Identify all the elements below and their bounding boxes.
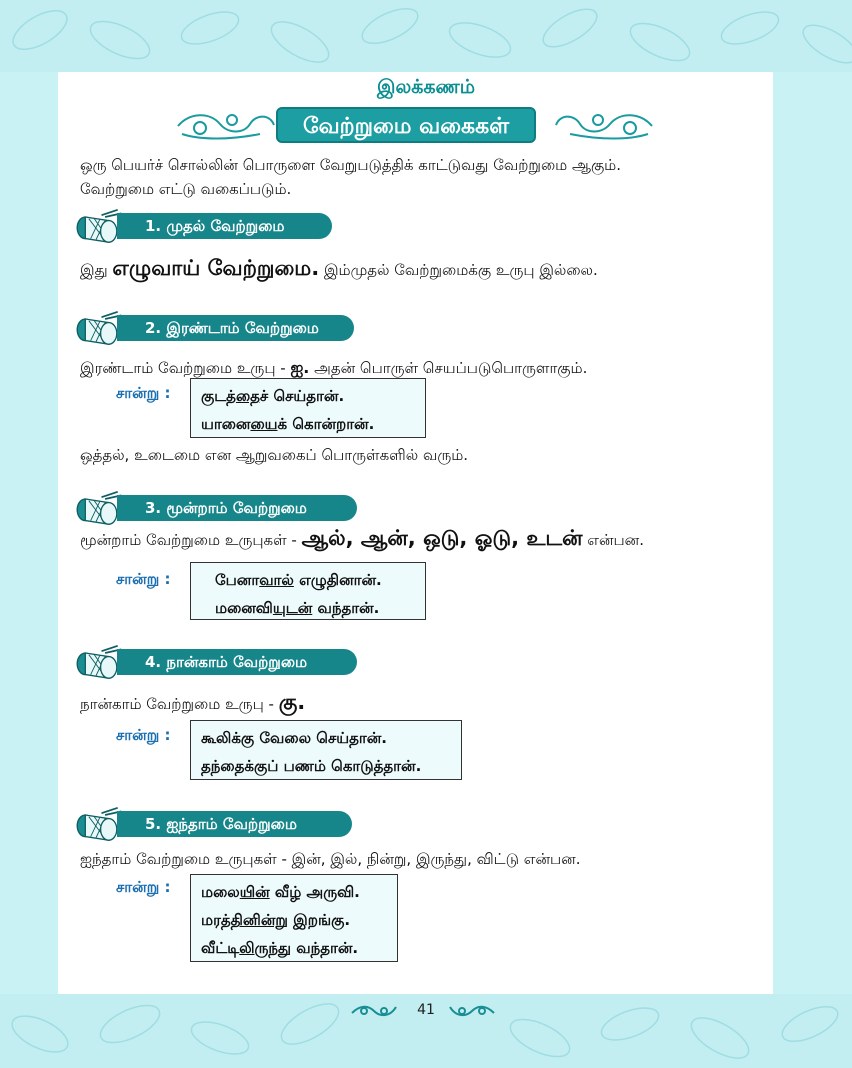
- section-2-note: ஒத்தல், உடைமை என ஆறுவகைப் பொருள்களில் வரும்.: [80, 446, 469, 464]
- example-line: [201, 385, 415, 413]
- section-2-example-box: [190, 378, 426, 438]
- section-5-heading: 5. ஐந்தாம் வேற்றுமை: [117, 811, 352, 837]
- example-label: சான்று :: [116, 878, 171, 896]
- example-line: [201, 727, 451, 755]
- example-text: வீட்டி: [201, 939, 240, 957]
- section-1-text-post: இம்முதல் வேற்றுமைக்கு உருபு இல்லை.: [319, 261, 598, 279]
- example-suffix: யுடன்: [272, 599, 313, 617]
- footer-ornament-right-icon: [448, 1003, 496, 1021]
- section-2-text-big: ஐ.: [290, 358, 310, 377]
- example-text: ப் பணம் கொடுத்தான்.: [267, 757, 422, 775]
- section-3-example-box: [190, 562, 426, 620]
- section-1-header: [62, 208, 382, 240]
- example-text: மனைவி: [215, 599, 273, 617]
- section-5-header: [62, 806, 382, 838]
- section-5-text: ஐந்தாம் வேற்றுமை உருபுகள் - இன், இல், நின்று, இருந்து, விட்டு என்பன.: [80, 850, 581, 868]
- example-text: மரத்: [201, 911, 231, 929]
- example-label: சான்று :: [116, 570, 171, 588]
- example-text: க் கொன்றான்.: [277, 415, 375, 433]
- section-3-header: [62, 490, 382, 522]
- example-suffix: யின்: [239, 883, 270, 901]
- section-3-text: [80, 526, 644, 553]
- section-1-text: [80, 256, 598, 283]
- section-2-text-post: அதன் பொருள் செயப்படுபொருளாகும்.: [309, 359, 588, 377]
- example-text: கூலிக்: [201, 729, 241, 747]
- example-suffix: கு: [240, 729, 255, 747]
- section-1-text-pre: இது: [80, 261, 113, 279]
- section-1-heading: 1. முதல் வேற்றுமை: [117, 213, 332, 239]
- example-text: மலை: [201, 883, 240, 901]
- example-line: [201, 909, 387, 937]
- section-4-text: [80, 690, 305, 717]
- example-suffix: கு: [253, 757, 268, 775]
- section-1-text-big: எழுவாய் வேற்றுமை.: [112, 256, 320, 280]
- example-line: [215, 569, 415, 597]
- intro-line-1: ஒரு பெயர்ச் சொல்லின் பொருளை வேறுபடுத்திக் காட்டுவது வேற்றுமை ஆகும்.: [80, 156, 622, 174]
- section-3-heading: 3. மூன்றாம் வேற்றுமை: [117, 495, 357, 521]
- example-text: வந்தான்.: [312, 599, 380, 617]
- page-number: 41: [417, 1002, 435, 1018]
- example-line: [201, 937, 387, 965]
- example-text: ச் செய்தான்.: [259, 387, 345, 405]
- example-text: எழுதினான்.: [293, 571, 382, 589]
- example-line: [215, 597, 415, 625]
- example-text: வீழ் அருவி.: [269, 883, 360, 901]
- example-text: யானை: [201, 415, 251, 433]
- example-text: வேலை செய்தான்.: [254, 729, 387, 747]
- section-4-text-big: கு.: [278, 690, 306, 714]
- section-3-text-pre: மூன்றாம் வேற்றுமை உருபுகள் -: [80, 531, 302, 549]
- section-2-heading: 2. இரண்டாம் வேற்றுமை: [117, 315, 354, 341]
- example-suffix: வால்: [259, 571, 294, 589]
- section-3-text-post: என்பன.: [582, 531, 644, 549]
- example-line: [201, 413, 415, 441]
- heading-title: வேற்றுமை வகைகள்: [276, 107, 536, 143]
- example-text: குடத்: [201, 387, 236, 405]
- example-text: வந்தான்.: [291, 939, 359, 957]
- top-decorative-band: [0, 0, 852, 72]
- example-text: பேனா: [215, 571, 260, 589]
- example-suffix: யை: [250, 415, 278, 433]
- example-suffix: லிருந்து: [239, 939, 292, 957]
- example-suffix: தினின்று: [230, 911, 288, 929]
- section-3-text-big: ஆல், ஆன், ஒடு, ஓடு, உடன்: [301, 526, 583, 550]
- example-text: தந்தைக்: [201, 757, 254, 775]
- section-4-heading: 4. நான்காம் வேற்றுமை: [117, 649, 357, 675]
- example-suffix: தை: [235, 387, 260, 405]
- main-heading: [170, 104, 660, 146]
- example-label: சான்று :: [116, 726, 171, 744]
- section-4-header: [62, 644, 382, 676]
- leaf-pattern-top: [0, 0, 852, 72]
- section-2-header: [62, 310, 382, 342]
- section-4-example-box: [190, 720, 462, 780]
- category-title: இலக்கணம்: [376, 76, 476, 98]
- intro-line-2: வேற்றுமை எட்டு வகைப்படும்.: [80, 180, 292, 198]
- example-label: சான்று :: [116, 384, 171, 402]
- section-2-text: [80, 358, 587, 379]
- example-text: இறங்கு.: [287, 911, 351, 929]
- example-line: [201, 881, 387, 909]
- example-line: [201, 755, 451, 783]
- section-4-text-pre: நான்காம் வேற்றுமை உருபு -: [80, 695, 279, 713]
- section-5-example-box: [190, 874, 398, 962]
- section-2-text-pre: இரண்டாம் வேற்றுமை உருபு -: [80, 359, 291, 377]
